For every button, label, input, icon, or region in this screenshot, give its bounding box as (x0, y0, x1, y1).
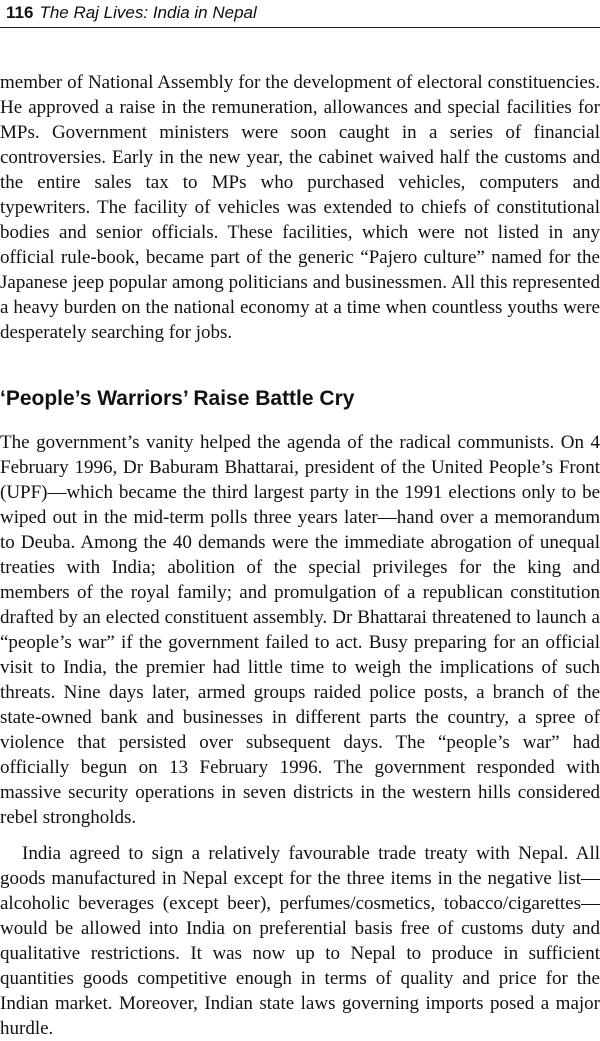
body-paragraph: The government’s vanity helped the agenda of the radical communists. On 4 February 1996, Dr Baburam Bhattarai, president of the United People’s Front (UPF)—which became the third largest party in the 1991 elections only to be wiped out in the mid-term polls three years later—hand over a memorandum to Deuba. Among the 40 demands were the immediate abrogation of unequal treaties with India; abolition of the special privileges for the king and members of the royal family; and promulgation of a republican constitution drafted by an elected constituent assembly. Dr Bhattarai threatened to launch a “people’s war” if the government failed to act. Busy preparing for an official visit to India, the premier had little time to weigh the implications of such threats. Nine days later, armed groups raided police posts, a branch of the state-owned bank and businesses in different parts the country, a spree of violence that persisted over subsequent days. The “people’s war” had officially begun on 13 February 1996. The government responded with massive security operations in seven districts in the western hills considered rebel strongholds. (0, 432, 600, 828)
header-rule (0, 27, 600, 28)
body-paragraph: member of National Assembly for the development of electoral constituencies. He approved a raise in the remuneration, allowances and special facilities for MPs. Government ministers were soon caught in a series of financial controversies. Early in the new year, the cabinet waived half the customs and the entire sales tax to MPs who purchased vehicles, computers and typewriters. The facility of vehicles was extended to chiefs of constitutional bodies and senior officials. These facilities, which were not listed in any official rule-book, became part of the generic “Pajero culture” named for the Japanese jeep popular among politicians and businessmen. All this represented a heavy burden on the national economy at a time when countless youths were desperately searching for jobs. (0, 72, 600, 343)
page-number: 116 (6, 3, 34, 22)
section-heading: ‘People’s Warriors’ Raise Battle Cry (0, 387, 355, 410)
body-paragraph: India agreed to sign a relatively favourable trade treaty with Nepal. All goods manufactured in Nepal except for the three items in the negative list—alcoholic beverages (except beer), perfumes/cosmetics, tobacco/cigarettes—would be allowed into India on preferential basis free of customs duty and qualitative restrictions. It was now up to Nepal to produce in sufficient quantities goods competitive enough in terms of quality and price for the Indian market. Moreover, Indian state laws governing imports posed a major hurdle. (0, 843, 600, 1039)
book-title: The Raj Lives: India in Nepal (39, 3, 257, 22)
running-head (6, 2, 257, 24)
